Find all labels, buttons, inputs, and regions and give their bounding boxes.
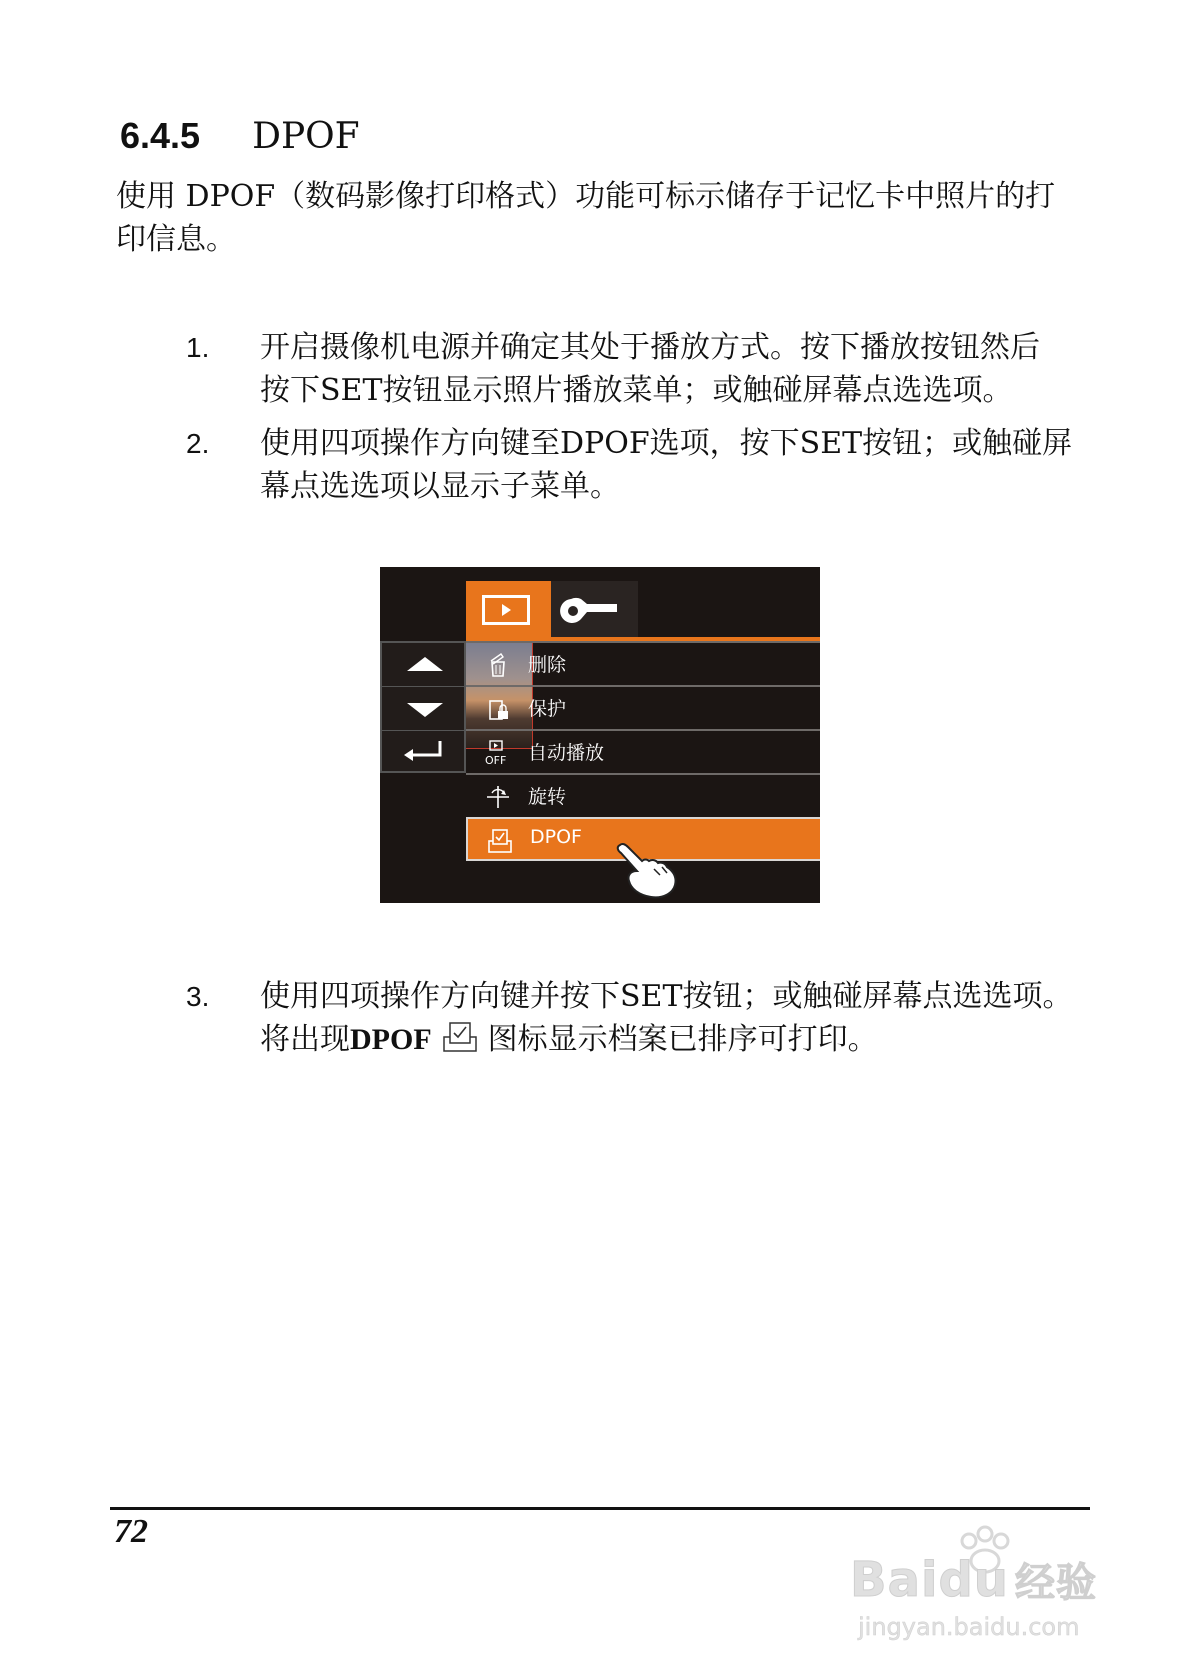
down-arrow-icon — [382, 687, 468, 731]
section-title: DPOF — [252, 116, 360, 157]
camera-screen — [380, 567, 820, 903]
up-arrow-icon — [382, 643, 468, 687]
section-heading — [120, 112, 360, 161]
menu-item-autoplay[interactable] — [466, 729, 820, 773]
menu-item-rotate[interactable] — [466, 773, 820, 817]
autoplay-icon — [484, 739, 512, 767]
step-line: 幕点选选项以显示子菜单。 — [260, 469, 620, 504]
menu-item-protect[interactable] — [466, 685, 820, 729]
step-number: 3. — [186, 981, 210, 1012]
step-line: 使用四项操作方向键至DPOF选项，按下SET按钮；或触碰屏 — [260, 426, 1073, 461]
intro-line: 使用 DPOF（数码影像打印格式）功能可标示储存于记忆卡中照片的打 — [116, 179, 1056, 214]
page-number: 72 — [114, 1513, 148, 1550]
menu-item-label: 删除 — [528, 654, 567, 676]
play-icon — [482, 595, 530, 625]
watermark-url: jingyan.baidu.com — [858, 1613, 1080, 1641]
dpof-bold-text: DPOF — [350, 1023, 432, 1056]
watermark-brand-mid: du — [938, 1552, 1009, 1608]
step-line: 开启摄像机电源并确定其处于播放方式。按下播放按钮然后 — [260, 330, 1040, 365]
nav-panel — [380, 641, 466, 773]
dpof-print-icon — [442, 1021, 478, 1065]
step-text — [260, 422, 1090, 508]
nav-down-button[interactable] — [382, 687, 468, 731]
step-line: 使用四项操作方向键并按下SET按钮；或触碰屏幕点选选项。 — [260, 979, 1073, 1014]
nav-return-button[interactable] — [382, 731, 468, 775]
intro-paragraph — [116, 175, 1096, 261]
autoplay-icon-text: OFF — [485, 754, 507, 767]
pointing-hand-icon — [612, 839, 692, 903]
step-line: 按下SET按钮显示照片播放菜单；或触碰屏幕点选选项。 — [260, 373, 1013, 408]
lock-icon — [484, 695, 512, 723]
trash-icon — [484, 651, 512, 679]
step-line-suffix: 图标显示档案已排序可打印。 — [487, 1022, 878, 1057]
step-line — [260, 1018, 1090, 1065]
step-text — [260, 975, 1090, 1065]
menu-item-delete[interactable] — [466, 641, 820, 685]
print-icon — [486, 827, 514, 855]
wrench-icon — [551, 581, 638, 641]
tab-play[interactable] — [466, 581, 551, 641]
step-line-prefix: 将出现 — [260, 1022, 350, 1057]
watermark-brand-left: Bai — [850, 1552, 939, 1608]
step-number: 2. — [186, 428, 210, 459]
section-number: 6.4.5 — [120, 115, 201, 156]
intro-line: 印信息。 — [116, 222, 236, 257]
watermark-brand-right: 经验 — [1014, 1560, 1097, 1606]
menu-item-label: DPOF — [530, 826, 582, 848]
baidu-watermark — [850, 1525, 1130, 1645]
rotate-icon — [484, 783, 512, 811]
step-number: 1. — [186, 332, 210, 363]
step-text — [260, 326, 1090, 412]
nav-up-button[interactable] — [382, 643, 468, 687]
menu-item-label: 自动播放 — [528, 742, 605, 764]
footer-rule — [110, 1507, 1090, 1510]
menu-item-label: 旋转 — [528, 786, 567, 808]
tab-setup[interactable] — [551, 581, 638, 641]
return-icon — [382, 731, 468, 771]
menu-item-label: 保护 — [528, 698, 567, 720]
